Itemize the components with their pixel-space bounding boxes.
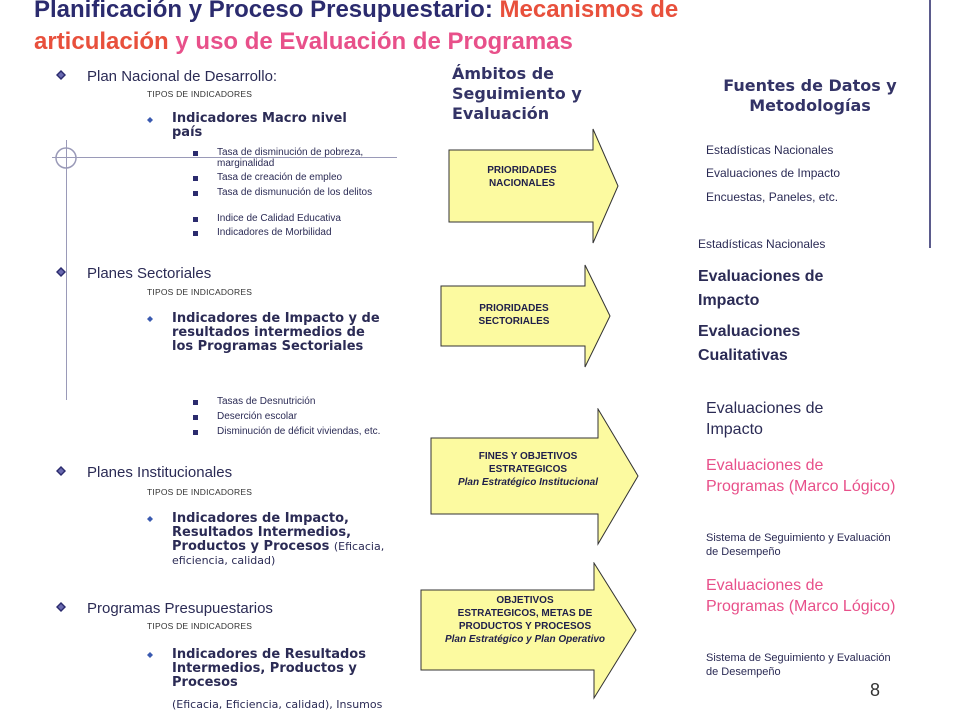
indicator-diamond-icon — [147, 516, 153, 522]
arrow-label-line: PRIORIDADES — [487, 165, 557, 176]
decor-vertical-line-right — [929, 0, 931, 248]
indicator-text: Indicadores de Resultados Intermedios, Productos y Procesos — [172, 647, 366, 690]
arrow-label-line: NACIONALES — [488, 178, 556, 189]
arrow-label-line: Plan Estratégico y Plan Operativo — [444, 634, 606, 645]
arrow-label-line: PRODUCTOS Y PROCESOS — [458, 621, 592, 632]
section-diamond-icon — [56, 466, 66, 476]
indicator-text: Indicadores Macro nivel país — [172, 111, 347, 140]
tipos-label: TIPOS DE INDICADORES — [147, 621, 253, 631]
arrow-label-line: ESTRATEGICOS, METAS DE — [457, 608, 593, 619]
arrow-label-line: ESTRATEGICOS — [488, 464, 568, 475]
bullet-icon — [193, 415, 198, 420]
bullet-icon — [193, 400, 198, 405]
title-part-1: Planificación y Proceso Presupuestario: — [34, 0, 493, 23]
decor-circle — [54, 146, 78, 170]
title-part-2: Mecanismos de — [499, 0, 679, 23]
source-text-big: Evaluaciones Cualitativas — [698, 323, 801, 364]
indicator-note: (Eficacia, eficiencia, calidad) — [172, 540, 385, 567]
bullet-text: Deserción escolar — [217, 411, 298, 422]
section-title-programas-presupuestarios: Programas Presupuestarios — [87, 600, 273, 617]
arrow-label — [444, 302, 584, 328]
bullet-icon — [193, 231, 198, 236]
bullet-text: Tasas de Desnutrición — [217, 396, 316, 407]
indicator-note-text: (Eficacia, Eficiencia, calidad), Insumos — [172, 698, 383, 711]
arrow-label-line: PRIORIDADES — [479, 303, 549, 314]
bullet-icon — [193, 151, 198, 156]
source-text: Estadísticas Nacionales — [698, 237, 826, 251]
section-diamond-icon — [56, 267, 66, 277]
title-part-3: articulación — [34, 28, 169, 55]
source-text-pink: Evaluaciones de Programas (Marco Lógico) — [706, 577, 896, 615]
indicator-diamond-icon — [147, 117, 153, 123]
arrow-label-line: Plan Estratégico Institucional — [457, 477, 599, 488]
page-title — [34, 0, 914, 58]
section-title-plan-nacional: Plan Nacional de Desarrollo: — [87, 68, 278, 85]
section-diamond-icon — [56, 602, 66, 612]
indicator-note — [172, 698, 392, 720]
indicator-diamond-icon — [147, 652, 153, 658]
arrow-label — [420, 594, 630, 646]
bullet-text: Indice de Calidad Educativa — [217, 213, 341, 224]
arrow-label — [452, 164, 592, 190]
source-text: Estadísticas Nacionales — [706, 143, 834, 157]
tipos-label: TIPOS DE INDICADORES — [147, 487, 253, 497]
bullet-icon — [193, 217, 198, 222]
source-text-pink: Evaluaciones de Programas (Marco Lógico) — [706, 457, 896, 495]
bullet-icon — [193, 430, 198, 435]
indicator-text: Indicadores de Impacto y de resultados intermedios de los Programas Sectoriales — [172, 311, 380, 354]
source-text-small: Sistema de Seguimiento y Evaluación de Desempeño — [706, 532, 891, 558]
source-text: Evaluaciones de Impacto — [706, 166, 841, 180]
bullet-text: Indicadores de Morbilidad — [217, 227, 332, 238]
page-number: 8 — [870, 680, 881, 700]
title-part-4: y uso de Evaluación de Programas — [175, 28, 573, 55]
bullet-icon — [193, 176, 198, 181]
tipos-label: TIPOS DE INDICADORES — [147, 287, 253, 297]
section-title-planes-sectoriales: Planes Sectoriales — [87, 265, 212, 282]
section-title-planes-institucionales: Planes Institucionales — [87, 464, 233, 481]
tipos-label: TIPOS DE INDICADORES — [147, 89, 253, 99]
indicator-text — [172, 512, 407, 568]
arrow-label-line: FINES Y OBJETIVOS — [478, 451, 578, 462]
source-text-big: Evaluaciones de Impacto — [698, 268, 824, 309]
source-text-small: Sistema de Seguimiento y Evaluación de Desempeño — [706, 652, 891, 678]
bullet-text: Tasa de dismunución de los delitos — [217, 187, 373, 198]
column-header-fuentes: Fuentes de Datos y Metodologías — [723, 76, 897, 115]
arrow-label-line: OBJETIVOS — [496, 595, 554, 606]
column-header-ambitos: Ámbitos de Seguimiento y Evaluación — [452, 64, 582, 123]
decor-vertical-line-left — [66, 140, 67, 400]
arrow-label — [428, 450, 628, 489]
bullet-text: Disminución de déficit viviendas, etc. — [217, 426, 381, 437]
source-text-medium: Evaluaciones de Impacto — [706, 400, 824, 438]
section-diamond-icon — [56, 70, 66, 80]
arrow-label-line: SECTORIALES — [478, 316, 550, 327]
indicator-diamond-icon — [147, 316, 153, 322]
bullet-text: Tasa de creación de empleo — [217, 172, 343, 183]
indicator-main: Indicadores de Impacto, Resultados Intermedios, Productos y Procesos — [172, 511, 352, 554]
bullet-icon — [193, 191, 198, 196]
bullet-text: Tasa de disminución de pobreza, marginalidad — [217, 147, 364, 169]
source-text: Encuestas, Paneles, etc. — [706, 190, 839, 204]
